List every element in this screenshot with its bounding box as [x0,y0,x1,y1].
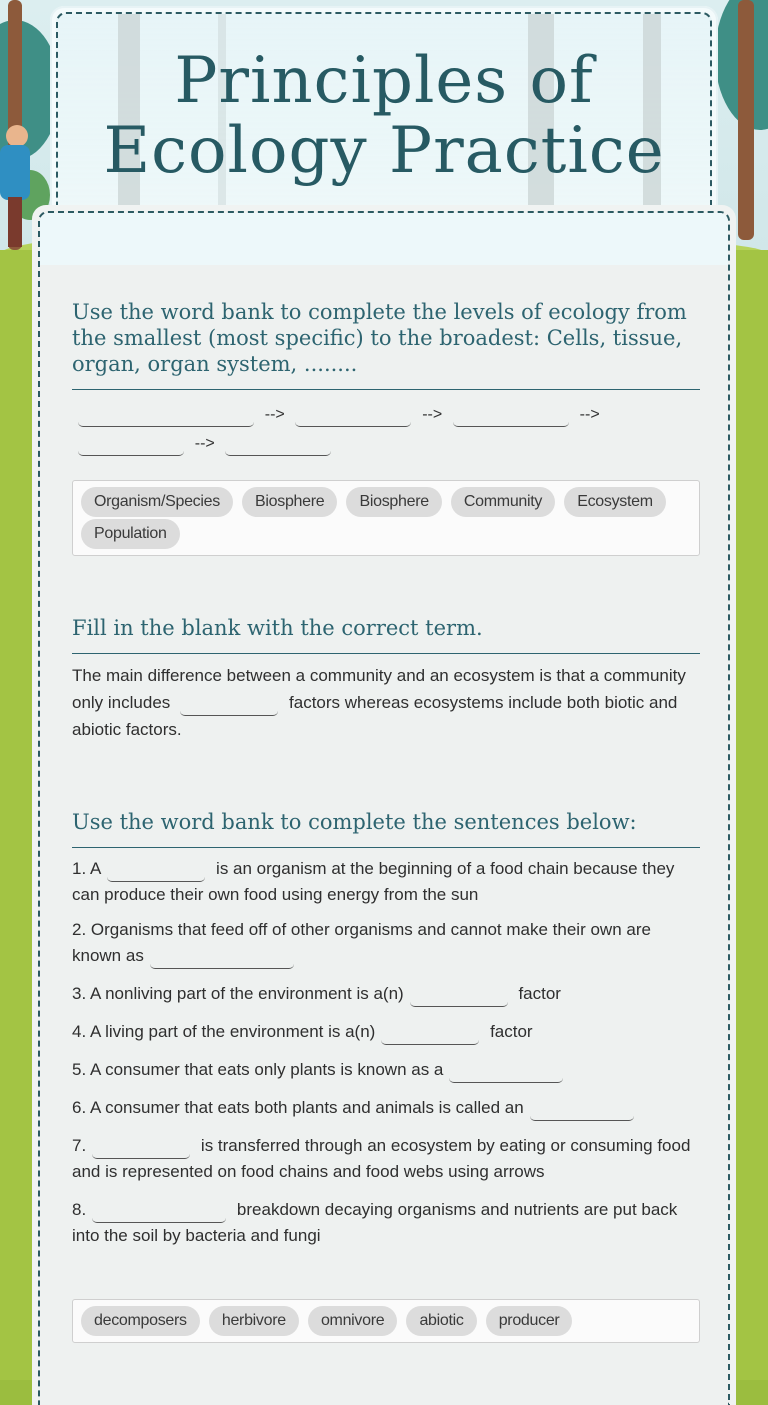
sentence-part: factor [490,1022,533,1041]
answer-blank[interactable] [381,1024,479,1045]
answer-blank[interactable] [530,1100,634,1121]
sentence-6 [72,1095,700,1121]
sentence-part: 4. A living part of the environment is a(n) [72,1022,376,1041]
answer-blank[interactable] [92,1202,226,1223]
word-chip[interactable]: Ecosystem [564,487,666,517]
sentence-5 [72,1057,700,1083]
word-chip[interactable]: herbivore [209,1306,299,1336]
page-title: Principles of Ecology Practice [103,44,665,188]
worksheet-panel [38,211,730,1405]
header-card [50,6,718,231]
sentence-part: is an organism at the beginning of a food chain because they can produce their own food using energy from the sun [72,859,675,904]
sentence-7 [72,1133,700,1185]
level-blank-5[interactable] [225,435,331,456]
word-chip[interactable]: producer [486,1306,573,1336]
word-chip[interactable]: Population [81,519,180,549]
level-blank-1[interactable] [78,406,254,427]
hiker-figure [0,125,30,245]
question-3-prompt: Use the word bank to complete the sentences below: [72,809,700,848]
sentence-8 [72,1197,700,1249]
question-3 [72,809,700,1343]
word-bank-1 [72,480,700,556]
answer-blank[interactable] [449,1062,563,1083]
sentence-part: 7. [72,1136,87,1155]
worksheet [32,205,736,1405]
word-chip[interactable]: decomposers [81,1306,200,1336]
sentence-part: 3. A nonliving part of the environment is a(n) [72,984,404,1003]
word-chip[interactable]: omnivore [308,1306,397,1336]
sentence-part: 5. A consumer that eats only plants is known as a [72,1060,444,1079]
ecology-levels-sequence [72,400,700,458]
answer-blank[interactable] [92,1138,190,1159]
sentence-part: is transferred through an ecosystem by eating or consuming food and is represented on food chains and food webs using arrows [72,1136,691,1181]
sentence-1 [72,856,700,908]
sentence-part: 2. Organisms that feed off of other organisms and cannot make their own are known as [72,920,651,965]
arrow: --> [264,406,285,423]
word-chip[interactable]: Community [451,487,555,517]
word-chip[interactable]: Biosphere [346,487,441,517]
sentence-part: factors whereas ecosystems include both biotic and abiotic factors. [72,693,678,739]
answer-blank[interactable] [180,695,278,716]
level-blank-2[interactable] [295,406,411,427]
question-2 [72,615,700,743]
sentence-4 [72,1019,700,1045]
question-2-prompt: Fill in the blank with the correct term. [72,615,700,654]
question-1 [72,299,700,556]
sentence-part: factor [518,984,561,1003]
sentence-part: 6. A consumer that eats both plants and animals is called an [72,1098,524,1117]
word-chip[interactable]: abiotic [406,1306,476,1336]
word-chip[interactable]: Biosphere [242,487,337,517]
question-2-text [72,662,700,743]
sentence-2 [72,917,700,969]
question-3-sentences [72,856,700,1249]
question-1-prompt: Use the word bank to complete the levels of ecology from the smallest (most specific) to the broadest: Cells, tissue, organ, organ system, ........ [72,299,700,390]
arrow: --> [422,406,443,423]
level-blank-3[interactable] [453,406,569,427]
sentence-part: 1. A [72,859,102,878]
sentence-part: breakdown decaying organisms and nutrients are put back into the soil by bacteria and fungi [72,1200,678,1245]
level-blank-4[interactable] [78,435,184,456]
header-panel [56,12,712,231]
word-bank-2 [72,1299,700,1343]
sentence-part: 8. [72,1200,87,1219]
sentence-3 [72,981,700,1007]
worksheet-band [40,213,728,265]
answer-blank[interactable] [150,948,294,969]
arrow: --> [579,406,600,423]
arrow: --> [194,435,215,452]
word-chip[interactable]: Organism/Species [81,487,233,517]
answer-blank[interactable] [410,986,508,1007]
tree-trunk [738,0,754,240]
sentence-part: The main difference between a community and an ecosystem is that a community only includes [72,666,686,712]
answer-blank[interactable] [107,861,205,882]
